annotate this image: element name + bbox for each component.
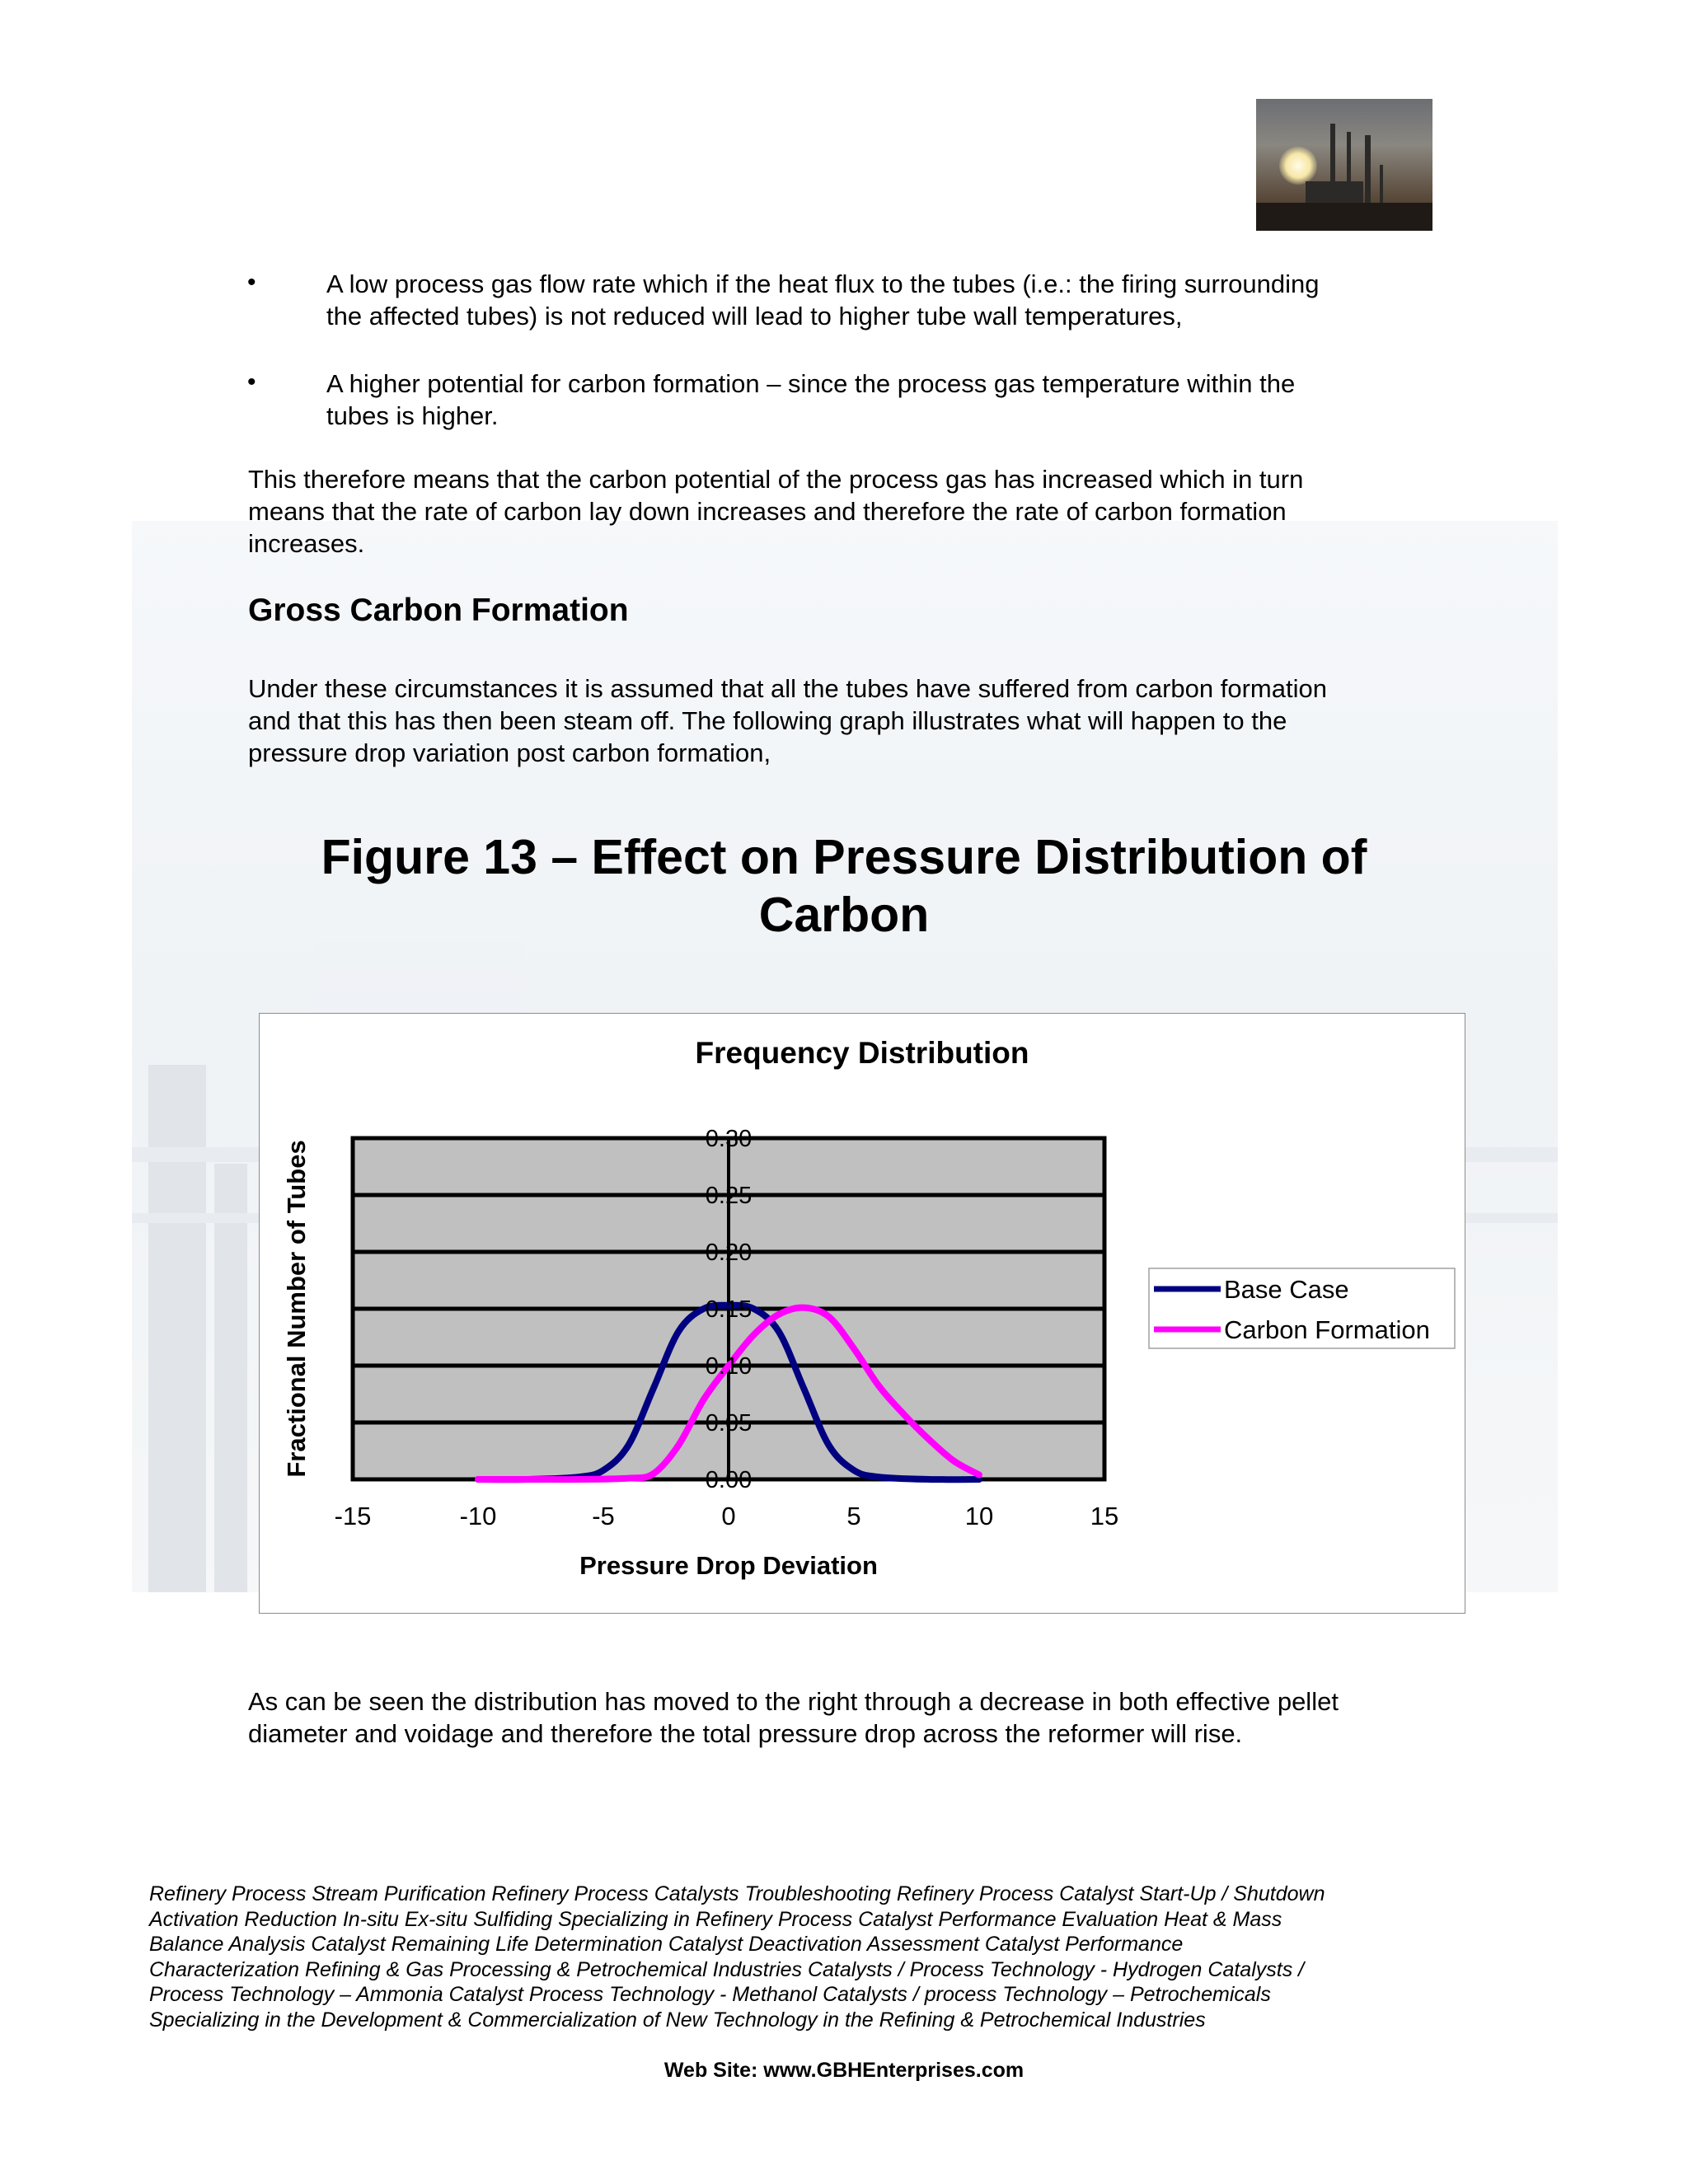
x-tick-label: 15 <box>1090 1502 1119 1530</box>
paragraph: This therefore means that the carbon potential of the process gas has increased which in turn means that the rate of carbon lay down increases and therefore the rate of carbon formation increases. <box>248 465 1304 558</box>
refinery-sunset-photo <box>1256 99 1432 231</box>
bullet-text: A low process gas flow rate which if the heat flux to the tubes (i.e.: the firing surrounding the affected tubes) is not reduced will lead to higher tube wall temperatures, <box>326 269 1320 330</box>
legend-label: Base Case <box>1224 1275 1349 1304</box>
chart-frame <box>259 1013 1465 1614</box>
bullet-text: A higher potential for carbon formation – since the process gas temperature within the tubes is higher. <box>326 369 1296 430</box>
x-tick-label: 5 <box>846 1502 861 1530</box>
website-link[interactable]: Web Site: www.GBHEnterprises.com <box>663 2059 1025 2082</box>
paragraph: As can be seen the distribution has moved to the right through a decrease in both effective pellet diameter and voidage and therefore the total pressure drop across the reformer will rise. <box>248 1687 1339 1748</box>
legend-label: Carbon Formation <box>1224 1315 1430 1344</box>
y-tick-label: 0.00 <box>705 1467 753 1493</box>
chart-title: Frequency Distribution <box>695 1036 1029 1070</box>
figure-title: Figure 13 – Effect on Pressure Distribution of Carbon <box>321 830 1367 942</box>
y-tick-label: 0.25 <box>705 1183 753 1209</box>
x-tick-label: -15 <box>334 1502 372 1530</box>
y-tick-label: 0.10 <box>705 1353 753 1380</box>
bullet-marker: • <box>247 269 256 296</box>
section-heading: Gross Carbon Formation <box>248 593 629 628</box>
footer-services-text: Refinery Process Stream Purification Refinery Process Catalysts Troubleshooting Refinery Process Catalyst Start-Up / Shutdown Activation Reduction In-situ Ex-situ Sulfiding Specializing in Refinery Process Catalyst Performance Evaluation Heat & Mass Balance Analysis Catalyst Remaining Life Determination Catalyst Deactivation Assessment Catalyst Performance Characterization Refining & Gas Processing & Petrochemical Industries Catalysts / Process Technology - Hydrogen Catalysts / Process Technology – Ammonia Catalyst Process Technology - Methanol Catalysts / process Technology – Petrochemicals Specializing in the Development & Commercialization of New Technology in the Refining & Petrochemical Industries <box>149 1882 1325 2032</box>
y-tick-label: 0.15 <box>705 1296 753 1323</box>
x-tick-label: 10 <box>964 1502 994 1530</box>
y-tick-label: 0.05 <box>705 1410 753 1436</box>
frequency-distribution-chart <box>260 1014 1465 1613</box>
x-tick-label: -5 <box>592 1502 615 1530</box>
x-tick-label: 0 <box>721 1502 736 1530</box>
y-tick-label: 0.30 <box>705 1126 753 1152</box>
paragraph: Under these circumstances it is assumed that all the tubes have suffered from carbon formation and that this has then been steam off. The following graph illustrates what will happen to the pressure drop variation post carbon formation, <box>248 674 1327 767</box>
x-axis-label: Pressure Drop Deviation <box>579 1551 878 1580</box>
y-tick-label: 0.20 <box>705 1240 753 1266</box>
bullet-marker: • <box>247 368 256 396</box>
x-tick-label: -10 <box>459 1502 497 1530</box>
y-axis-label: Fractional Number of Tubes <box>282 1140 311 1478</box>
